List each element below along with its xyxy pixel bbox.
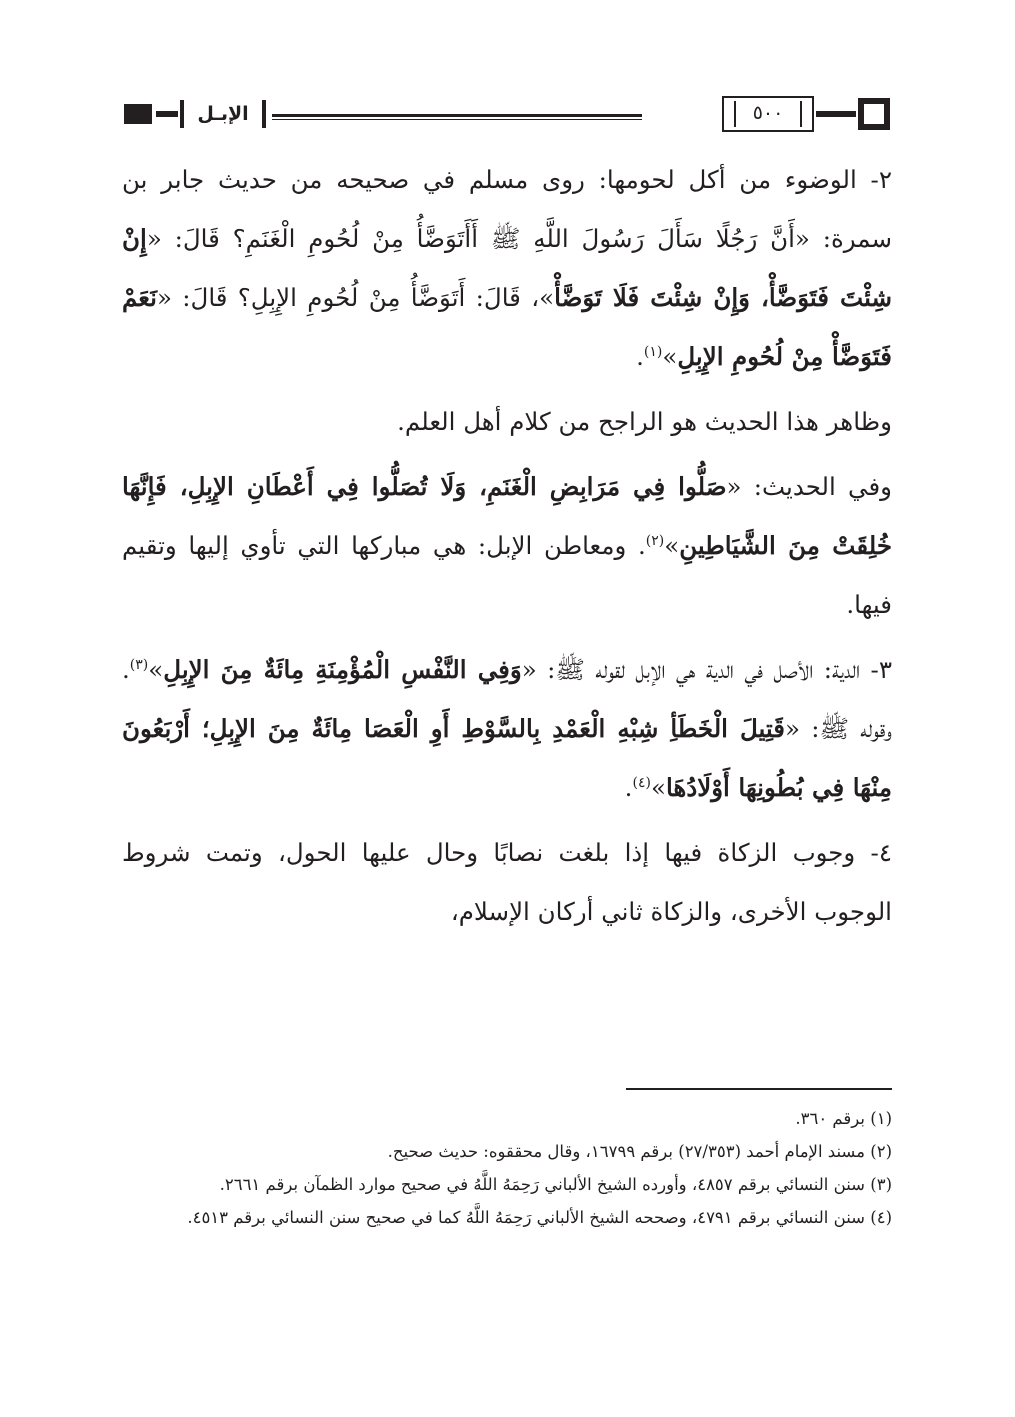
text-run: » bbox=[650, 773, 666, 802]
paragraph-blood-money bbox=[122, 640, 892, 817]
hadith-quote: إِنْ شِئْتَ فَتَوَضَّأْ، وَإِنْ شِئْتَ فَلَا تَوَضَّأْ bbox=[122, 224, 892, 312]
paragraph-resting-places bbox=[122, 457, 892, 634]
text-run: »، قَالَ: أَتَوَضَّأُ مِنْ لُحُومِ الإِبِلِ؟ قَالَ: « bbox=[156, 283, 555, 312]
text-run: ٢- الوضوء من أكل لحومها: روى مسلم في صحيحه من حديث جابر بن سمرة: «أَنَّ رَجُلًا سَأَلَ رَسُولَ اللَّهِ ﷺ أَأَتَوَضَّأُ مِنْ لُحُومِ الْغَنَمِ؟ قَالَ: « bbox=[122, 165, 892, 253]
text-run: . bbox=[624, 773, 633, 802]
hadith-quote: قَتِيلَ الْخَطَأِ شِبْهِ الْعَمْدِ بِالسَّوْطِ أَوِ الْعَصَا مِائَةٌ مِنَ الإِبِلِ؛ أَرْبَعُونَ مِنْهَا فِي بُطُونِهَا أَوْلَادُهَا bbox=[122, 714, 892, 802]
hadith-quote: نَعَمْ فَتَوَضَّأْ مِنْ لُحُومِ الإِبِلِ bbox=[122, 283, 892, 371]
header-ornament-pipe bbox=[180, 100, 184, 128]
text-run: . وقوله ﷺ: « bbox=[122, 655, 892, 743]
text-run: . bbox=[636, 342, 644, 371]
paragraph-ablution bbox=[122, 150, 892, 386]
main-text bbox=[122, 150, 892, 941]
running-title: الإبـل bbox=[197, 103, 249, 125]
footnote-ref: (١) bbox=[643, 343, 663, 360]
text-run: » bbox=[664, 531, 680, 560]
footnote-separator bbox=[626, 1088, 892, 1090]
page-number-frame bbox=[722, 96, 814, 132]
text-run: . ومعاطن الإبل: هي مباركها التي تأوي إليها وتقيم فيها. bbox=[122, 531, 892, 619]
header-ornament-block bbox=[124, 104, 152, 124]
header-rule-thin bbox=[272, 119, 642, 120]
footnote-3: (٣) سنن النسائي برقم ٤٨٥٧، وأورده الشيخ الألباني رَحِمَهُ اللَّهُ في صحيح موارد الظمآن برقم ٢٦٦١. bbox=[219, 1175, 892, 1194]
footnote-ref: (٤) bbox=[632, 774, 651, 791]
footnotes bbox=[122, 1102, 892, 1234]
text-run: وفي الحديث: « bbox=[726, 472, 893, 501]
footnote-1: (١) برقم ٣٦٠. bbox=[795, 1109, 892, 1128]
header-ornament-bar bbox=[816, 111, 856, 117]
paragraph-apparent-meaning: وظاهر هذا الحديث هو الراجح من كلام أهل العلم. bbox=[397, 407, 892, 436]
header-ornament-pipe bbox=[262, 100, 266, 128]
page-header bbox=[122, 96, 892, 138]
paragraph-zakat: ٤- وجوب الزكاة فيها إذا بلغت نصابًا وحال عليها الحول، وتمت شروط الوجوب الأخرى، والزكاة ثاني أركان الإسلام، bbox=[122, 838, 892, 926]
hadith-quote: صَلُّوا فِي مَرَابِضِ الْغَنَمِ، وَلَا تُصَلُّوا فِي أَعْطَانِ الإِبِلِ، فَإِنَّهَا خُلِقَتْ مِنَ الشَّيَاطِينِ bbox=[122, 472, 892, 560]
text-run: ٣- الدية: الأصل في الدية هي الإبل لقوله ﷺ: « bbox=[521, 655, 892, 684]
footnote-ref: (٢) bbox=[645, 532, 665, 549]
hadith-quote: وَفِي النَّفْسِ الْمُؤْمِنَةِ مِائَةٌ مِنَ الإِبِلِ bbox=[163, 655, 522, 684]
page-number: ٥٠٠ bbox=[752, 102, 784, 124]
header-ornament-square bbox=[858, 98, 890, 130]
header-ornament-bar bbox=[156, 111, 178, 117]
header-rule bbox=[272, 114, 642, 117]
text-run: » bbox=[662, 342, 678, 371]
footnote-4: (٤) سنن النسائي برقم ٤٧٩١، وصححه الشيخ الألباني رَحِمَهُ اللَّهُ كما في صحيح سنن النسائي برقم ٤٥١٣. bbox=[187, 1208, 892, 1227]
footnote-2: (٢) مسند الإمام أحمد (٢٧/٣٥٣) برقم ١٦٧٩٩، وقال محققوه: حديث صحيح. bbox=[387, 1142, 892, 1161]
text-run: » bbox=[148, 655, 164, 684]
footnote-ref: (٣) bbox=[129, 656, 149, 673]
